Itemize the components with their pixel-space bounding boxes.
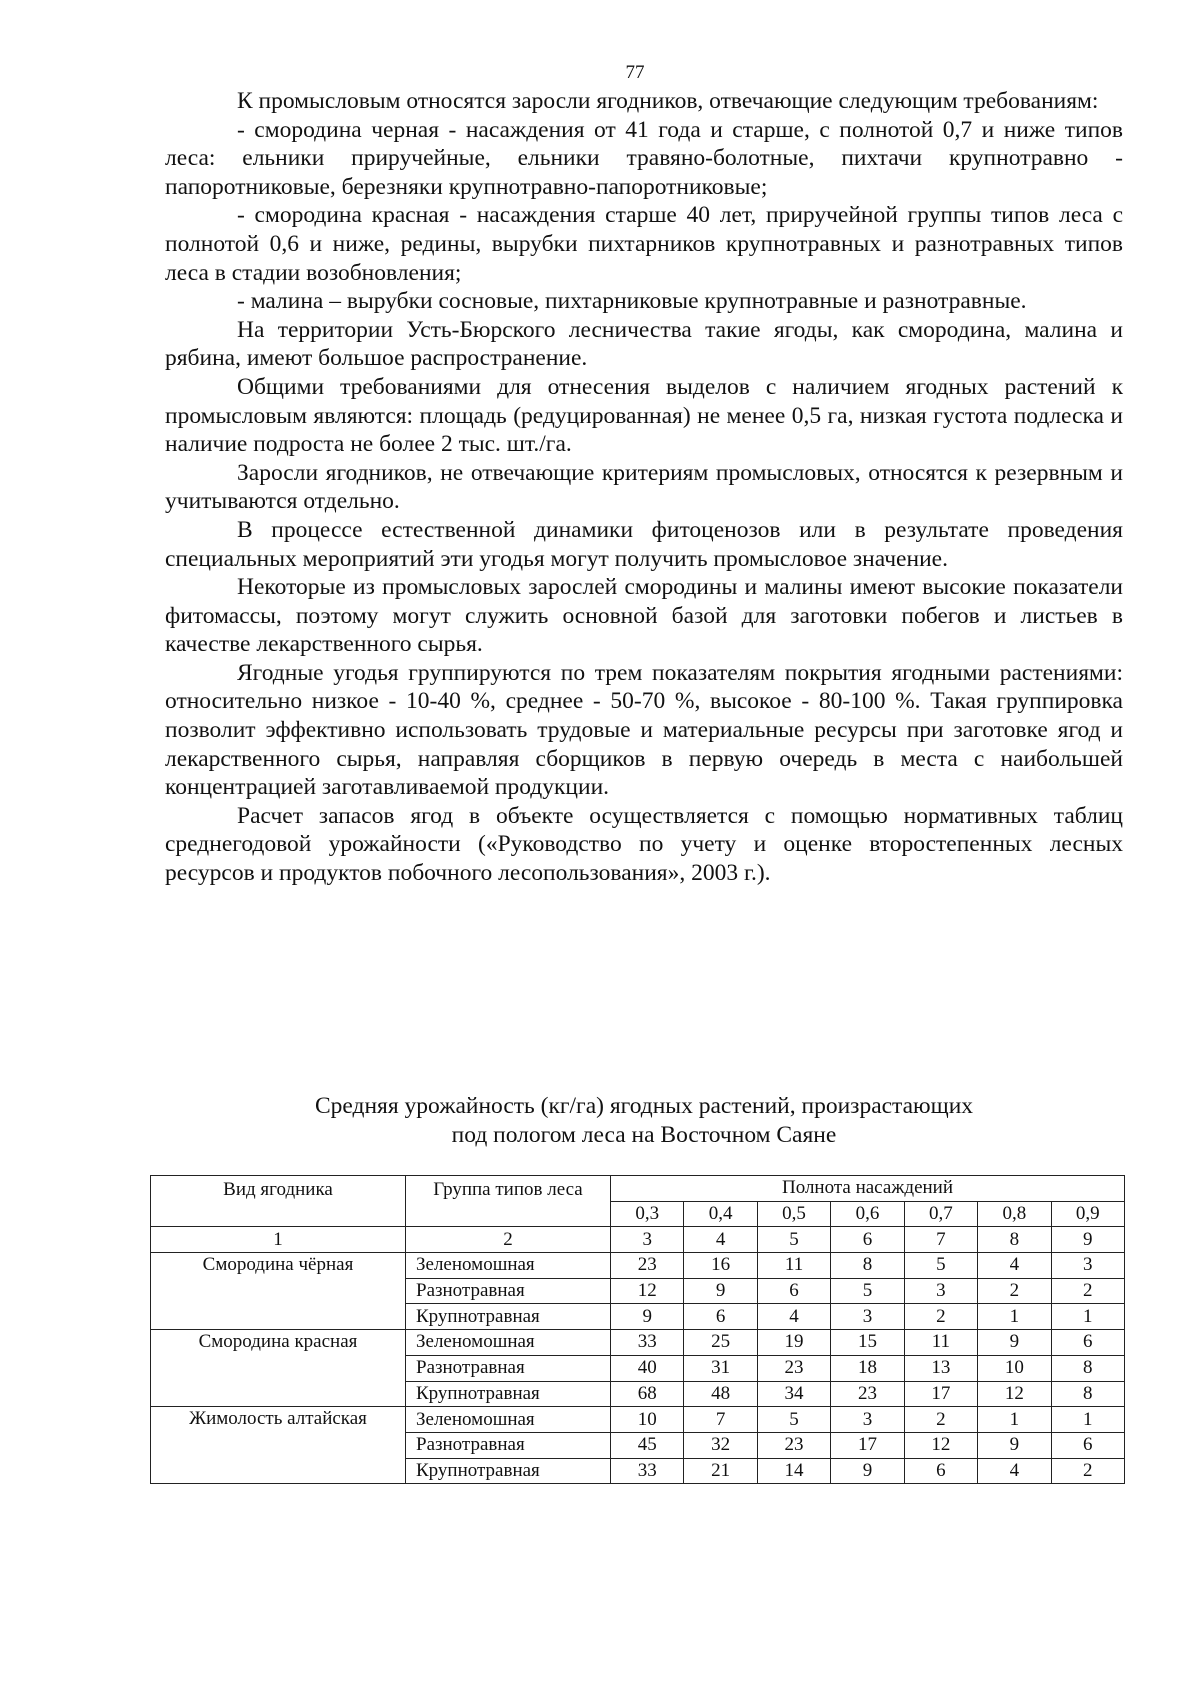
- table-header-row: [151, 1176, 1125, 1202]
- yield-value-cell: 13: [904, 1355, 977, 1381]
- table-title-line: Средняя урожайность (кг/га) ягодных растений, произрастающих: [314, 1093, 974, 1119]
- yield-value-cell: 3: [831, 1304, 904, 1330]
- yield-value-cell: 12: [978, 1381, 1051, 1407]
- column-number: 4: [684, 1227, 757, 1253]
- berry-kind-cell: Смородина красная: [151, 1330, 406, 1407]
- yield-value-cell: 1: [1051, 1304, 1124, 1330]
- yield-value-cell: 1: [978, 1407, 1051, 1433]
- yield-value-cell: 5: [831, 1278, 904, 1304]
- yield-value-cell: 17: [831, 1432, 904, 1458]
- yield-value-cell: 48: [684, 1381, 757, 1407]
- table-row: [151, 1253, 1125, 1279]
- yield-value-cell: 32: [684, 1432, 757, 1458]
- column-number: 7: [904, 1227, 977, 1253]
- yield-value-cell: 11: [757, 1253, 830, 1279]
- yield-value-cell: 6: [904, 1458, 977, 1484]
- paragraph: - смородина красная - насаждения старше 40 лет, приручейной группы типов леса с полнотой 0,6 и ниже, редины, вырубки пихтарников крупнотравных и разнотравных типов леса в стадии возобновления;: [165, 202, 1123, 286]
- column-number: 6: [831, 1227, 904, 1253]
- yield-value-cell: 2: [1051, 1458, 1124, 1484]
- paragraph: К промысловым относятся заросли ягодников, отвечающие следующим требованиям:: [237, 88, 1099, 114]
- density-value: 0,3: [611, 1201, 684, 1227]
- yield-value-cell: 45: [611, 1432, 684, 1458]
- yield-value-cell: 2: [978, 1278, 1051, 1304]
- column-number: 8: [978, 1227, 1051, 1253]
- yield-value-cell: 19: [757, 1330, 830, 1356]
- yield-value-cell: 40: [611, 1355, 684, 1381]
- yield-value-cell: 1: [978, 1304, 1051, 1330]
- yield-value-cell: 9: [684, 1278, 757, 1304]
- yield-value-cell: 6: [1051, 1432, 1124, 1458]
- yield-value-cell: 1: [1051, 1407, 1124, 1433]
- paragraph: Общими требованиями для отнесения выделов с наличием ягодных растений к промысловым являются: площадь (редуцированная) не менее 0,5 га, низкая густота подлеска и наличие подроста не более 2 тыс. шт./га.: [165, 373, 1123, 458]
- yield-value-cell: 31: [684, 1355, 757, 1381]
- yield-value-cell: 17: [904, 1381, 977, 1407]
- table-row: [151, 1330, 1125, 1356]
- yield-value-cell: 16: [684, 1253, 757, 1279]
- header-density: Полнота насаждений: [611, 1176, 1125, 1202]
- column-number: 1: [151, 1227, 406, 1253]
- forest-group-cell: Зеленомошная: [406, 1407, 611, 1433]
- table-title-line: под пологом леса на Восточном Саяне: [451, 1122, 837, 1148]
- table-row: [151, 1407, 1125, 1433]
- yield-value-cell: 23: [611, 1253, 684, 1279]
- yield-value-cell: 23: [831, 1381, 904, 1407]
- column-number: 5: [757, 1227, 830, 1253]
- berry-kind-cell: Жимолость алтайская: [151, 1407, 406, 1484]
- yield-value-cell: 8: [1051, 1355, 1124, 1381]
- paragraph: - малина – вырубки сосновые, пихтарниковые крупнотравные и разнотравные.: [237, 288, 1027, 315]
- yield-value-cell: 4: [978, 1253, 1051, 1279]
- page-number: 77: [625, 62, 645, 83]
- yield-value-cell: 2: [904, 1304, 977, 1330]
- column-number: 9: [1051, 1227, 1124, 1253]
- table-numbering-row: [151, 1227, 1125, 1253]
- table-title: [165, 1092, 1123, 1150]
- header-group: Группа типов леса: [406, 1176, 611, 1227]
- yield-value-cell: 6: [757, 1278, 830, 1304]
- paragraph: В процессе естественной динамики фитоценозов или в результате проведения специальных мероприятий эти угодья могут получить промысловое значение.: [165, 516, 1123, 572]
- yield-value-cell: 33: [611, 1458, 684, 1484]
- yield-value-cell: 5: [904, 1253, 977, 1279]
- density-value: 0,4: [684, 1201, 757, 1227]
- body-text: [165, 87, 1123, 888]
- column-number: 2: [406, 1227, 611, 1253]
- yield-value-cell: 3: [1051, 1253, 1124, 1279]
- column-number: 3: [611, 1227, 684, 1253]
- yield-value-cell: 5: [757, 1407, 830, 1433]
- paragraph: - смородина черная - насаждения от 41 года и старше, с полнотой 0,7 и ниже типов леса: ельники приручейные, ельники травяно-болотные, пихтачи крупнотравно - папоротниковые, березняки крупнотравно-папоротниковые;: [165, 116, 1123, 200]
- yield-value-cell: 21: [684, 1458, 757, 1484]
- yield-value-cell: 2: [904, 1407, 977, 1433]
- paragraph: Расчет запасов ягод в объекте осуществляется с помощью нормативных таблиц среднегодовой урожайности («Руководство по учету и оценке второстепенных лесных ресурсов и продуктов побочного лесопользования», 2003 г.).: [165, 802, 1123, 887]
- yield-value-cell: 8: [831, 1253, 904, 1279]
- yield-value-cell: 9: [831, 1458, 904, 1484]
- forest-group-cell: Разнотравная: [406, 1278, 611, 1304]
- table-body: [151, 1253, 1125, 1484]
- yield-value-cell: 2: [1051, 1278, 1124, 1304]
- forest-group-cell: Зеленомошная: [406, 1253, 611, 1279]
- yield-value-cell: 12: [611, 1278, 684, 1304]
- yield-value-cell: 25: [684, 1330, 757, 1356]
- forest-group-cell: Крупнотравная: [406, 1381, 611, 1407]
- yield-value-cell: 23: [757, 1432, 830, 1458]
- forest-group-cell: Зеленомошная: [406, 1330, 611, 1356]
- yield-value-cell: 33: [611, 1330, 684, 1356]
- yield-value-cell: 15: [831, 1330, 904, 1356]
- yield-value-cell: 10: [978, 1355, 1051, 1381]
- paragraph: Некоторые из промысловых зарослей смородины и малины имеют высокие показатели фитомассы, поэтому могут служить основной базой для заготовки побегов и листьев в качестве лекарственного сырья.: [165, 574, 1123, 658]
- yield-value-cell: 23: [757, 1355, 830, 1381]
- density-value: 0,7: [904, 1201, 977, 1227]
- density-value: 0,5: [757, 1201, 830, 1227]
- yield-value-cell: 8: [1051, 1381, 1124, 1407]
- paragraph: На территории Усть-Бюрского лесничества такие ягоды, как смородина, малина и рябина, имеют большое распространение.: [165, 316, 1123, 372]
- yield-value-cell: 11: [904, 1330, 977, 1356]
- yield-value-cell: 9: [611, 1304, 684, 1330]
- yield-value-cell: 9: [978, 1432, 1051, 1458]
- yield-value-cell: 3: [904, 1278, 977, 1304]
- yield-value-cell: 6: [684, 1304, 757, 1330]
- yield-value-cell: 4: [757, 1304, 830, 1330]
- yield-value-cell: 7: [684, 1407, 757, 1433]
- paragraph: Ягодные угодья группируются по трем показателям покрытия ягодными растениями: относительно низкое - 10-40 %, среднее - 50-70 %, высокое - 80-100 %. Такая группировка позволит эффективно использовать трудовые и материальные ресурсы при заготовке ягод и лекарственного сырья, направляя сборщиков в первую очередь в места с наибольшей концентрацией заготавливаемой продукции.: [165, 659, 1123, 801]
- yield-value-cell: 14: [757, 1458, 830, 1484]
- forest-group-cell: Разнотравная: [406, 1355, 611, 1381]
- yield-value-cell: 68: [611, 1381, 684, 1407]
- yield-value-cell: 9: [978, 1330, 1051, 1356]
- yield-value-cell: 6: [1051, 1330, 1124, 1356]
- header-kind: Вид ягодника: [151, 1176, 406, 1227]
- yield-value-cell: 34: [757, 1381, 830, 1407]
- yield-value-cell: 12: [904, 1432, 977, 1458]
- forest-group-cell: Разнотравная: [406, 1432, 611, 1458]
- forest-group-cell: Крупнотравная: [406, 1304, 611, 1330]
- density-value: 0,8: [978, 1201, 1051, 1227]
- paragraph: Заросли ягодников, не отвечающие критериям промысловых, относятся к резервным и учитываются отдельно.: [165, 459, 1123, 515]
- yield-value-cell: 10: [611, 1407, 684, 1433]
- yield-value-cell: 3: [831, 1407, 904, 1433]
- density-value: 0,6: [831, 1201, 904, 1227]
- density-value: 0,9: [1051, 1201, 1124, 1227]
- yield-value-cell: 18: [831, 1355, 904, 1381]
- yield-value-cell: 4: [978, 1458, 1051, 1484]
- forest-group-cell: Крупнотравная: [406, 1458, 611, 1484]
- yield-table: [150, 1175, 1125, 1484]
- berry-kind-cell: Смородина чёрная: [151, 1253, 406, 1330]
